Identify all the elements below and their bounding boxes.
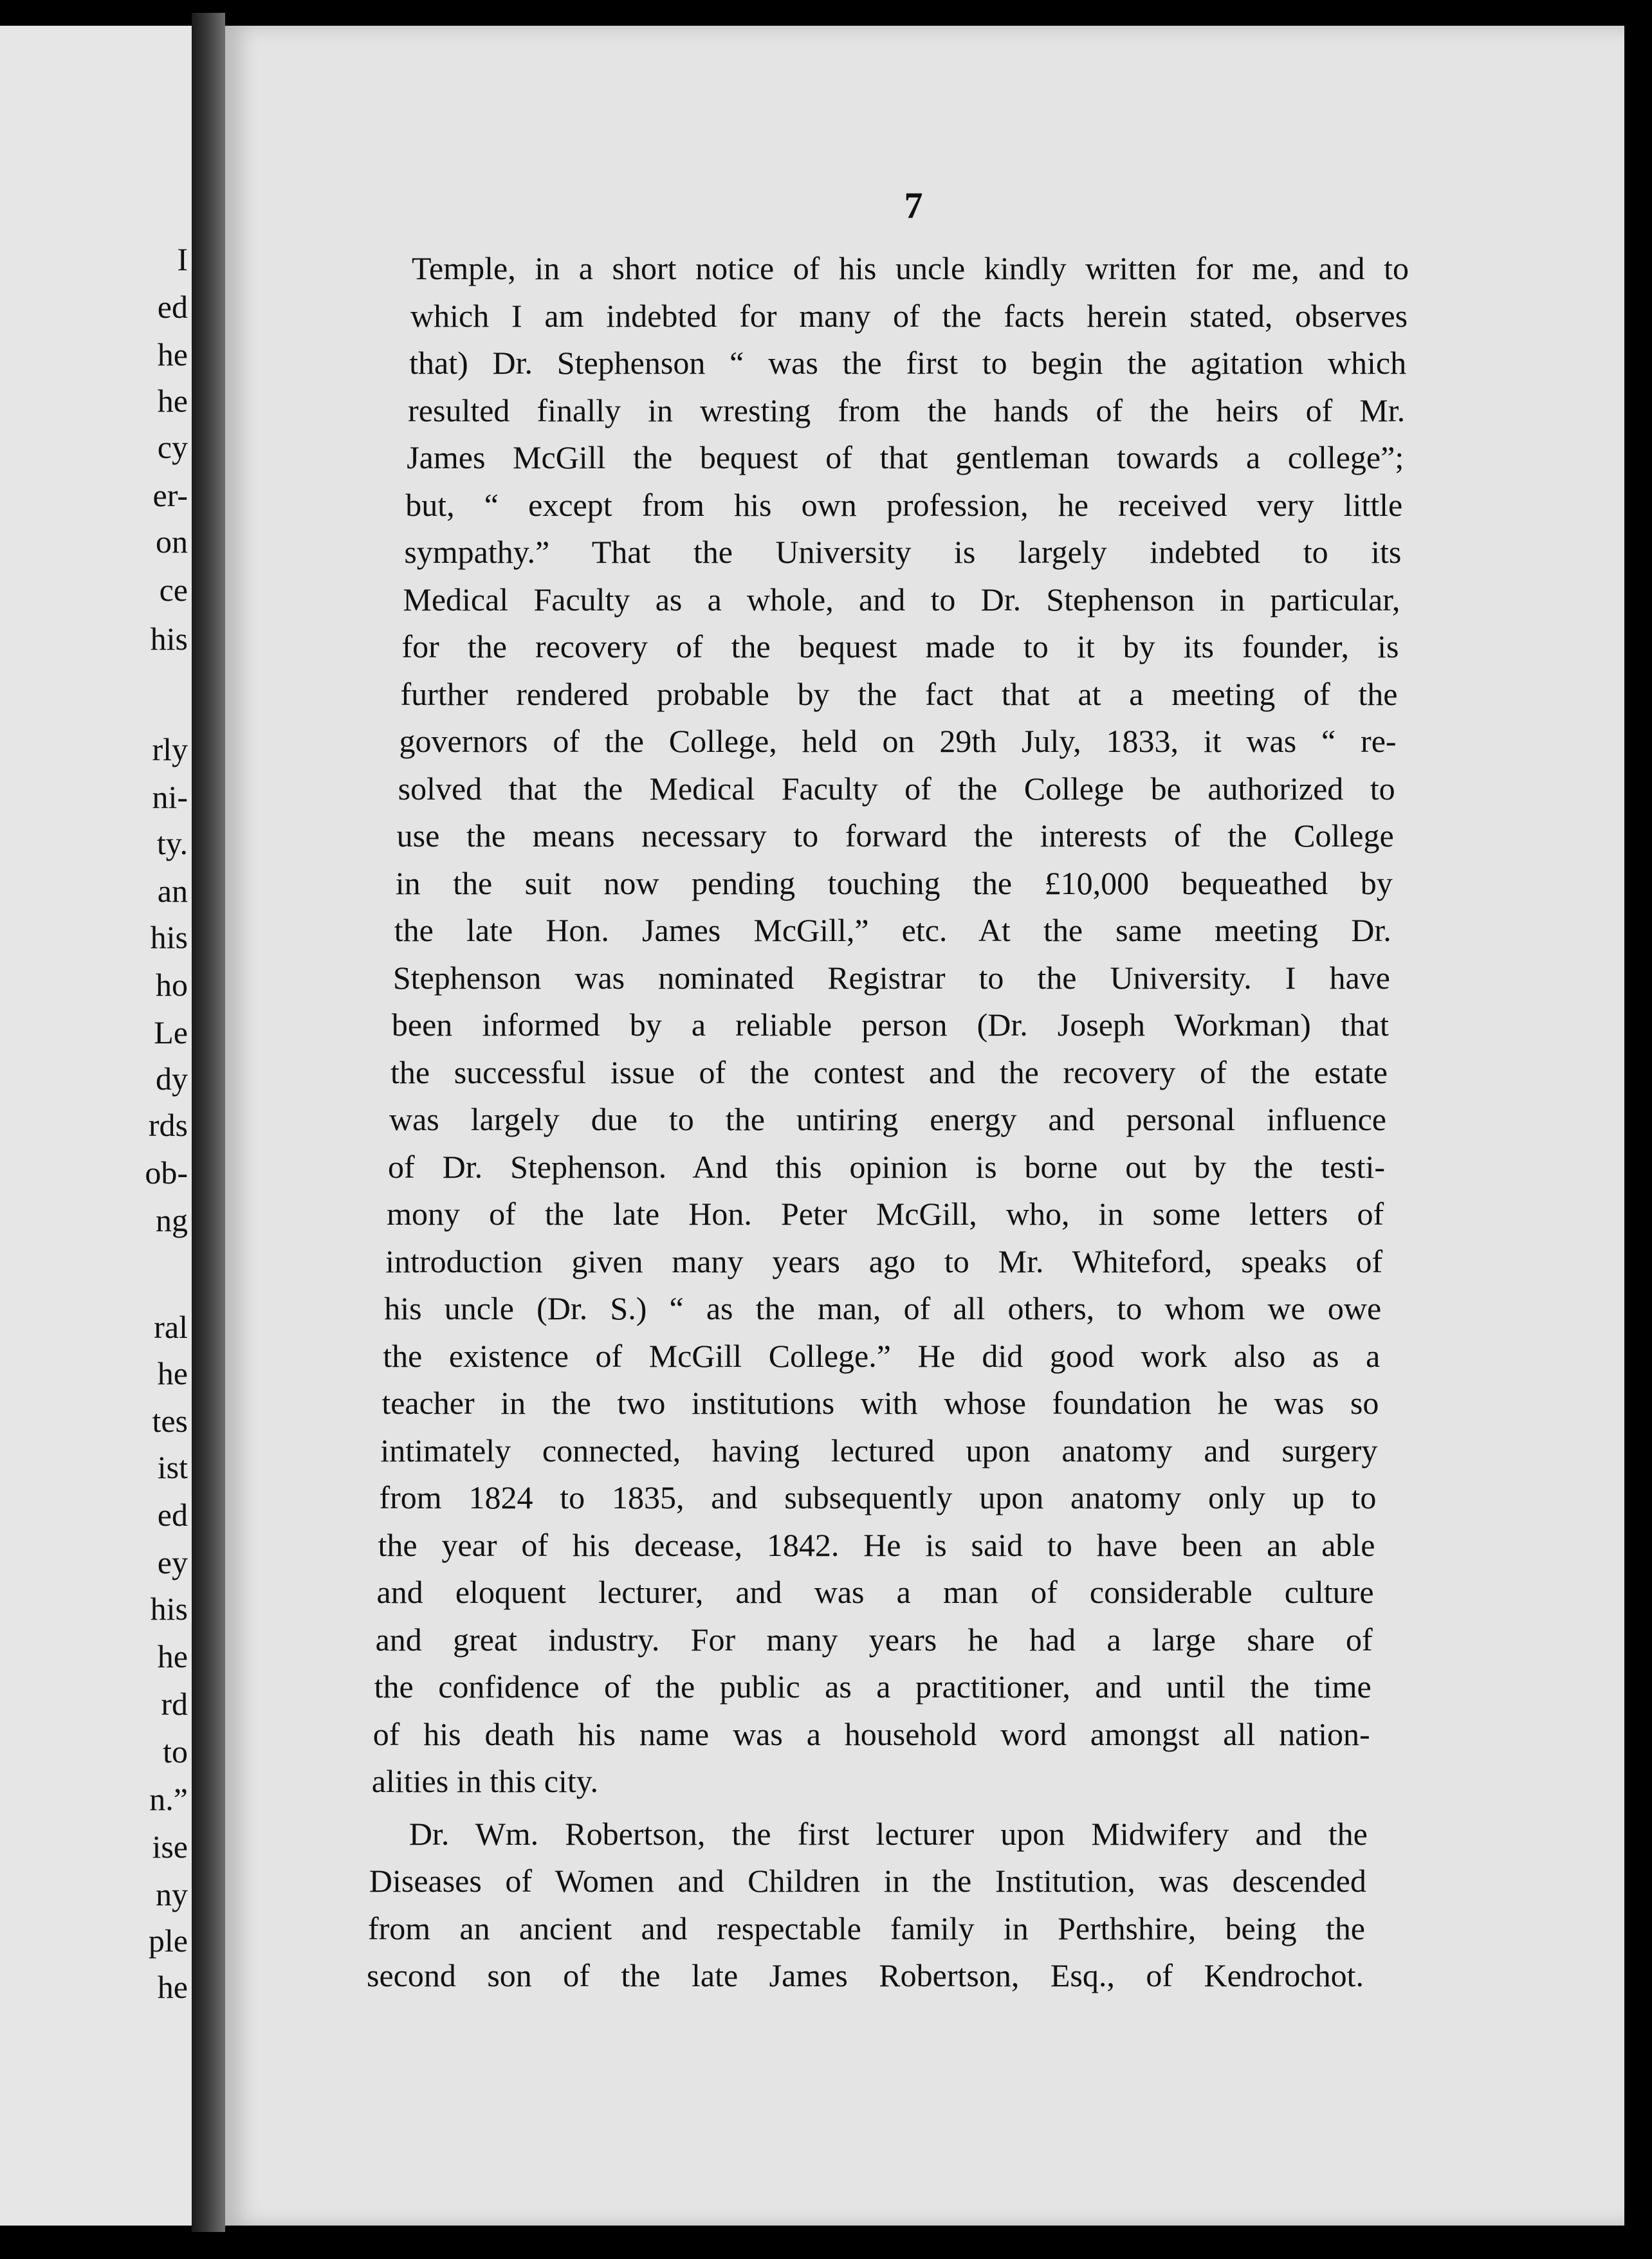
text-line: teacher in the two institutions with whose foundation he was so bbox=[381, 1385, 1379, 1421]
text-line: the year of his decease, 1842. He is said to have been an able bbox=[378, 1526, 1375, 1563]
book-gutter bbox=[192, 13, 225, 2232]
left-page-fragment: ni- bbox=[152, 779, 188, 815]
left-page-fragment: ey bbox=[157, 1544, 188, 1580]
text-line: introduction given many years ago to Mr. Whiteford, speaks of bbox=[385, 1243, 1383, 1279]
text-line: Diseases of Women and Children in the Institution, was descended bbox=[369, 1863, 1366, 1899]
left-page-fragment: tes bbox=[152, 1403, 188, 1439]
text-line: been informed by a reliable person (Dr. Joseph Workman) that bbox=[391, 1007, 1389, 1043]
text-line: James McGill the bequest of that gentleman towards a college”; bbox=[407, 439, 1404, 475]
left-page-fragment: ce bbox=[159, 572, 188, 608]
left-page-fragment: he bbox=[157, 1355, 188, 1391]
left-page-fragment: n.” bbox=[149, 1781, 188, 1817]
text-line: the successful issue of the contest and the recovery of the estate bbox=[390, 1054, 1388, 1090]
text-line: of his death his name was a household word amongst all nation- bbox=[372, 1715, 1370, 1752]
left-page-fragment: I bbox=[177, 241, 188, 277]
left-page-fragment: ist bbox=[157, 1449, 188, 1485]
left-page-fragment: rd bbox=[161, 1686, 188, 1722]
text-line: Stephenson was nominated Registrar to the University. I have bbox=[392, 959, 1390, 996]
text-line: in the suit now pending touching the £10,000 bequeathed by bbox=[395, 864, 1393, 901]
left-page-fragment: he bbox=[157, 336, 188, 372]
left-page-fragment: he bbox=[157, 1969, 188, 2005]
left-page-fragment: his bbox=[150, 621, 188, 657]
left-page-fragment: he bbox=[157, 383, 188, 419]
left-page-fragment: an bbox=[157, 873, 188, 909]
text-line: his uncle (Dr. S.) “ as the man, of all others, to whom we owe bbox=[384, 1290, 1382, 1326]
text-line: sympathy.” That the University is largely indebted to its bbox=[404, 534, 1402, 570]
left-page-fragment: ng bbox=[156, 1202, 188, 1238]
text-line: the late Hon. James McGill,” etc. At the same meeting Dr. bbox=[394, 912, 1391, 948]
left-page-fragment: ple bbox=[148, 1923, 188, 1959]
text-line: the existence of McGill College.” He did good work also as a bbox=[383, 1337, 1381, 1374]
text-line: Medical Faculty as a whole, and to Dr. Stephenson in particular, bbox=[403, 581, 1400, 617]
text-line: Dr. Wm. Robertson, the first lecturer upon Midwifery and the bbox=[408, 1815, 1368, 1852]
left-page bbox=[0, 26, 192, 2226]
left-page-fragment: ty. bbox=[156, 825, 188, 861]
page-number: 7 bbox=[904, 185, 923, 226]
text-line: that) Dr. Stephenson “ was the first to begin the agitation which bbox=[409, 345, 1407, 381]
text-line: resulted finally in wresting from the hands of the heirs of Mr. bbox=[408, 392, 1406, 428]
text-line: use the means necessary to forward the interests of the College bbox=[396, 818, 1394, 854]
left-page-fragment: dy bbox=[156, 1061, 188, 1097]
text-line: intimately connected, having lectured upon anatomy and surgery bbox=[380, 1432, 1378, 1468]
left-page-fragment: his bbox=[150, 1591, 188, 1627]
left-page-fragment: Le bbox=[154, 1014, 188, 1050]
left-page-fragment: ise bbox=[152, 1829, 188, 1865]
text-line: from an ancient and respectable family in Perthshire, being the bbox=[367, 1910, 1365, 1946]
left-page-fragment: to bbox=[163, 1733, 188, 1770]
left-page-fragment: ho bbox=[156, 967, 188, 1003]
text-line: which I am indebted for many of the facts herein stated, observes bbox=[410, 297, 1408, 334]
left-page-fragment: rds bbox=[148, 1107, 188, 1143]
text-line: Temple, in a short notice of his uncle kindly written for me, and to bbox=[412, 250, 1409, 286]
left-page-fragment: ny bbox=[156, 1876, 188, 1912]
left-page-fragment: cy bbox=[157, 429, 188, 465]
text-line: and great industry. For many years he had a large share of bbox=[375, 1621, 1373, 1658]
text-line: of Dr. Stephenson. And this opinion is borne out by the testi- bbox=[388, 1148, 1386, 1185]
left-page-fragment: ral bbox=[154, 1309, 188, 1345]
text-line: governors of the College, held on 29th July, 1833, it was “ re- bbox=[399, 723, 1397, 759]
text-line: mony of the late Hon. Peter McGill, who, in some letters of bbox=[387, 1196, 1384, 1232]
text-line: for the recovery of the bequest made to it by its founder, is bbox=[401, 628, 1399, 664]
left-page-fragment: rly bbox=[152, 731, 188, 767]
text-line: further rendered probable by the fact that at a meeting of the bbox=[400, 675, 1398, 712]
left-page-fragment: ed bbox=[157, 289, 188, 325]
left-page-fragment: ed bbox=[157, 1497, 188, 1533]
left-page-fragment: his bbox=[150, 919, 188, 955]
text-line: the confidence of the public as a practitioner, and until the time bbox=[374, 1669, 1372, 1705]
body-text bbox=[225, 26, 1624, 2226]
text-line: solved that the Medical Faculty of the College be authorized to bbox=[398, 770, 1395, 807]
left-page-fragment: ob- bbox=[145, 1155, 188, 1191]
left-page-fragment: er- bbox=[152, 477, 188, 513]
text-line: from 1824 to 1835, and subsequently upon anatomy only up to bbox=[379, 1479, 1377, 1515]
text-line: but, “ except from his own profession, he received very little bbox=[405, 486, 1403, 523]
left-page-fragment: he bbox=[157, 1638, 188, 1674]
left-page-fragment: on bbox=[156, 524, 188, 560]
text-line: and eloquent lecturer, and was a man of considerable culture bbox=[376, 1574, 1374, 1610]
text-line: alities in this city. bbox=[371, 1763, 599, 1799]
text-line: was largely due to the untiring energy and personal influence bbox=[389, 1101, 1386, 1137]
text-line: second son of the late James Robertson, Esq., of Kendrochot. bbox=[367, 1957, 1364, 1993]
right-page bbox=[225, 26, 1624, 2226]
